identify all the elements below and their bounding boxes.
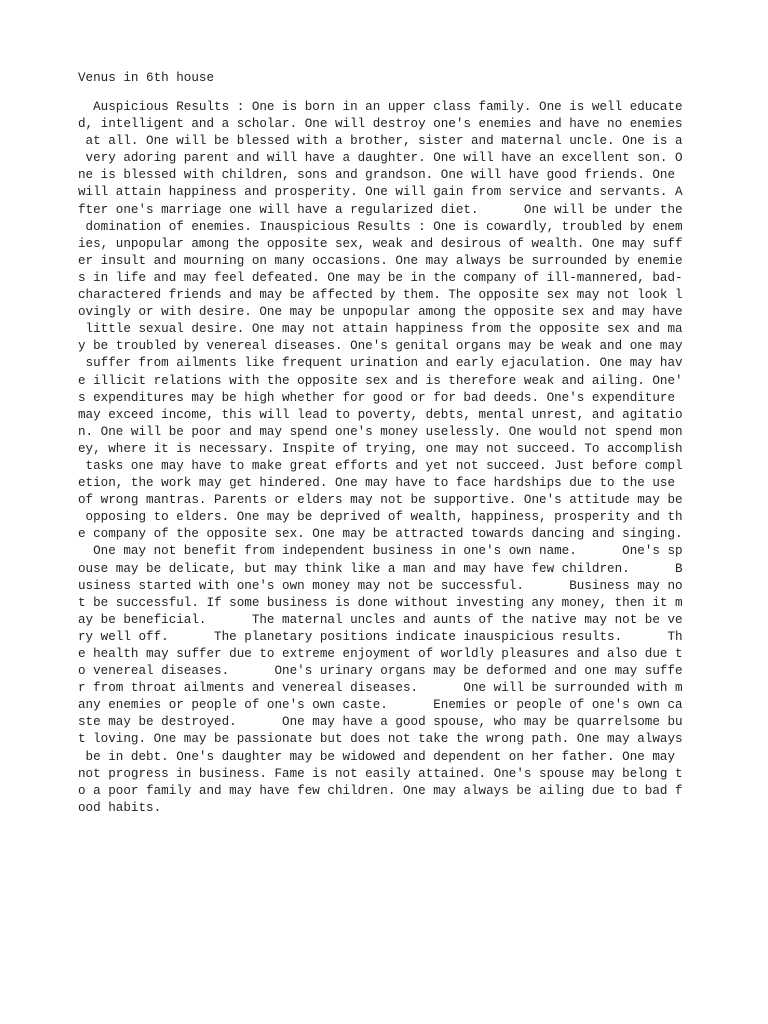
text-line: Auspicious Results : One is born in an upper class family. One is well educate [78, 100, 683, 114]
text-line: d, intelligent and a scholar. One will destroy one's enemies and have no enemies [78, 117, 683, 132]
text-line: o a poor family and may have few children. One may always be ailing due to bad f [78, 783, 683, 798]
text-line: tasks one may have to make great efforts and yet not succeed. Just before compl [78, 458, 683, 473]
text-line: be in debt. One's daughter may be widowed and dependent on her father. One may [78, 749, 683, 764]
text-line: ovingly or with desire. One may be unpopular among the opposite sex and may have [78, 305, 683, 320]
text-line: fter one's marriage one will have a regularized diet. One will be under the [78, 202, 683, 217]
document-body [78, 99, 683, 817]
text-line: little sexual desire. One may not attain happiness from the opposite sex and ma [78, 322, 683, 337]
text-line: r from throat ailments and venereal diseases. One will be surrounded with m [78, 681, 683, 696]
text-line: will attain happiness and prosperity. One will gain from service and servants. A [78, 185, 683, 200]
text-line: ey, where it is necessary. Inspite of trying, one may not succeed. To accomplish [78, 441, 683, 456]
text-line: y be troubled by venereal diseases. One's genital organs may be weak and one may [78, 339, 683, 354]
text-line: n. One will be poor and may spend one's money uselessly. One would not spend mon [78, 424, 683, 439]
text-line: domination of enemies. Inauspicious Results : One is cowardly, troubled by enem [78, 219, 683, 234]
text-line: any enemies or people of one's own caste. Enemies or people of one's own ca [78, 698, 683, 713]
text-line: e company of the opposite sex. One may be attracted towards dancing and singing. [78, 527, 683, 542]
text-line: ste may be destroyed. One may have a good spouse, who may be quarrelsome bu [78, 715, 683, 730]
text-line: e illicit relations with the opposite sex and is therefore weak and ailing. One' [78, 373, 683, 388]
text-line: t be successful. If some business is done without investing any money, then it m [78, 595, 683, 610]
text-line: suffer from ailments like frequent urination and early ejaculation. One may hav [78, 356, 683, 371]
text-line: o venereal diseases. One's urinary organs may be deformed and one may suffe [78, 664, 683, 679]
text-line: e health may suffer due to extreme enjoyment of worldly pleasures and also due t [78, 647, 683, 661]
text-line: not progress in business. Fame is not easily attained. One's spouse may belong t [78, 766, 683, 781]
text-line: er insult and mourning on many occasions. One may always be surrounded by enemie [78, 253, 683, 268]
text-line: ry well off. The planetary positions indicate inauspicious results. Th [78, 629, 683, 644]
text-line: opposing to elders. One may be deprived of wealth, happiness, prosperity and th [78, 510, 683, 525]
text-line: One may not benefit from independent business in one's own name. One's sp [78, 544, 683, 559]
text-line: t loving. One may be passionate but does not take the wrong path. One may always [78, 732, 683, 747]
text-line: s in life and may feel defeated. One may be in the company of ill-mannered, bad- [78, 270, 683, 285]
text-line: usiness started with one's own money may not be successful. Business may no [78, 578, 683, 593]
text-line: of wrong mantras. Parents or elders may not be supportive. One's attitude may be [78, 493, 683, 508]
text-line: ies, unpopular among the opposite sex, weak and desirous of wealth. One may suff [78, 236, 683, 251]
text-line: very adoring parent and will have a daughter. One will have an excellent son. O [78, 151, 683, 166]
document-title: Venus in 6th house [78, 71, 215, 85]
text-line: s expenditures may be high whether for good or for bad deeds. One's expenditure [78, 390, 683, 405]
text-line: may exceed income, this will lead to poverty, debts, mental unrest, and agitatio [78, 407, 683, 422]
text-line: at all. One will be blessed with a brother, sister and maternal uncle. One is a [78, 134, 683, 149]
text-line: ouse may be delicate, but may think like a man and may have few children. B [78, 561, 683, 576]
text-line: ay be beneficial. The maternal uncles and aunts of the native may not be ve [78, 612, 683, 627]
text-line: ood habits. [78, 800, 162, 815]
text-line: charactered friends and may be affected by them. The opposite sex may not look l [78, 288, 683, 303]
text-line: etion, the work may get hindered. One may have to face hardships due to the use [78, 476, 683, 491]
text-line: ne is blessed with children, sons and grandson. One will have good friends. One [78, 168, 683, 183]
